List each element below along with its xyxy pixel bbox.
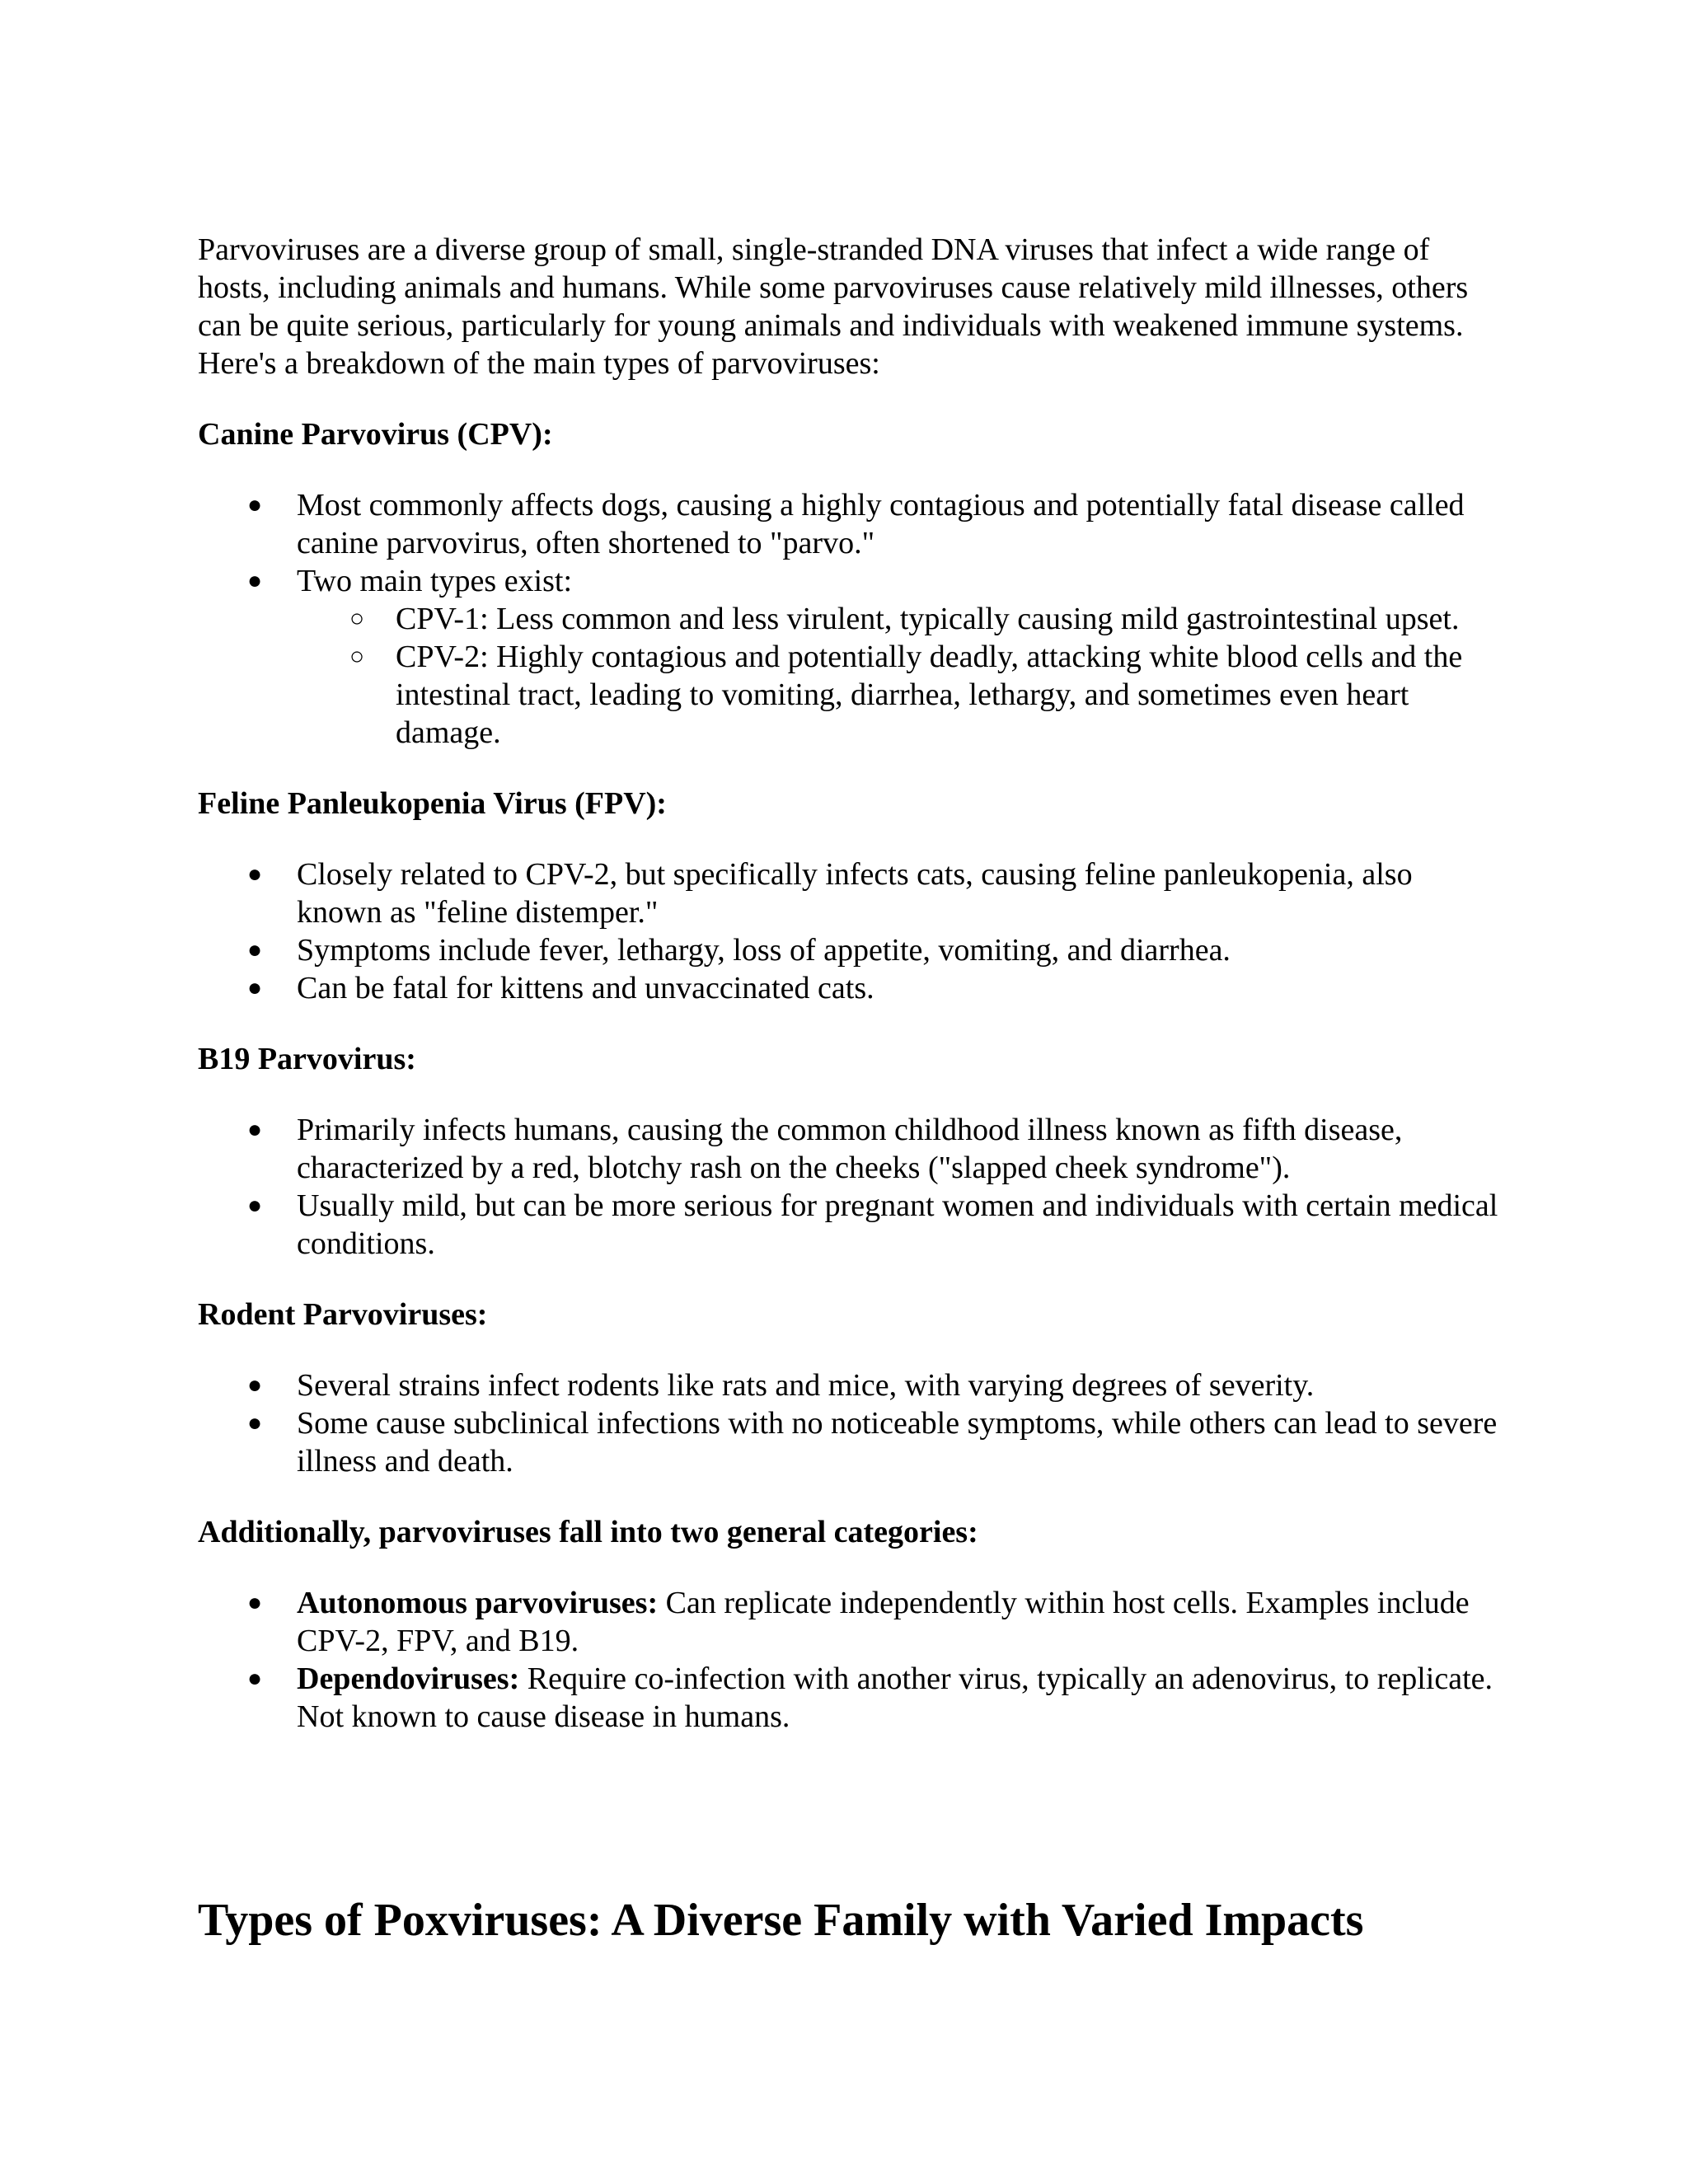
sub-list-item: ○ CPV-2: Highly contagious and potentially deadly, attacking white blood cells and the intestinal tract, leading to vomiting, diarrhea, lethargy, and sometimes even heart damage. [297, 638, 1500, 752]
bullet-list-b19 [198, 1111, 1500, 1263]
list-item: ● Most commonly affects dogs, causing a highly contagious and potentially fatal disease called canine parvovirus, often shortened to "parvo." [198, 486, 1500, 562]
list-item: ● Usually mild, but can be more serious for pregnant women and individuals with certain medical conditions. [198, 1187, 1500, 1263]
sub-list-item: ○ CPV-1: Less common and less virulent, typically causing mild gastrointestinal upset. [297, 600, 1500, 638]
list-item [198, 1660, 1500, 1736]
bullet-list-cpv [198, 486, 1500, 752]
list-item: ● Some cause subclinical infections with no noticeable symptoms, while others can lead to severe illness and death. [198, 1404, 1500, 1480]
section-heading-b19: B19 Parvovirus: [198, 1042, 416, 1076]
section-heading-cpv: Canine Parvovirus (CPV): [198, 417, 553, 452]
term-description: Can replicate independently within host cells. Examples include CPV-2, FPV, and B19. [297, 1586, 1470, 1658]
bullet-list-categories [198, 1584, 1500, 1736]
poxviruses-heading: Types of Poxviruses: A Diverse Family with Varied Impacts [198, 1895, 1364, 1946]
section-heading-rodent: Rodent Parvoviruses: [198, 1297, 488, 1332]
list-item: ● Can be fatal for kittens and unvaccinated cats. [198, 969, 1500, 1007]
section-heading-categories: Additionally, parvoviruses fall into two general categories: [198, 1515, 978, 1549]
term-label: Autonomous parvoviruses: [297, 1586, 659, 1620]
list-item [198, 562, 1500, 752]
intro-paragraph: Parvoviruses are a diverse group of small, single-stranded DNA viruses that infect a wide range of hosts, including animals and humans. While some parvoviruses cause relatively mild illnesses, others can be quite serious, particularly for young animals and individuals with weakened immune systems. Here's a breakdown of the main types of parvoviruses: [198, 232, 1469, 381]
bullet-list-rodent [198, 1366, 1500, 1480]
list-item [198, 1584, 1500, 1660]
document-body [198, 231, 1500, 1769]
term-label: Dependoviruses: [297, 1661, 520, 1696]
list-item: ● Several strains infect rodents like rats and mice, with varying degrees of severity. [198, 1366, 1500, 1404]
bullet-list-fpv [198, 855, 1500, 1007]
list-item: ● Symptoms include fever, lethargy, loss of appetite, vomiting, and diarrhea. [198, 931, 1500, 969]
list-item: ● Primarily infects humans, causing the common childhood illness known as fifth disease, characterized by a red, blotchy rash on the cheeks ("slapped cheek syndrome"). [198, 1111, 1500, 1187]
list-item: ● Closely related to CPV-2, but specifically infects cats, causing feline panleukopenia, also known as "feline distemper." [198, 855, 1500, 931]
term-description: Require co-infection with another virus, typically an adenovirus, to replicate. Not known to cause disease in humans. [297, 1661, 1493, 1734]
sub-list-cpv-types [297, 600, 1500, 752]
section-heading-fpv: Feline Panleukopenia Virus (FPV): [198, 786, 667, 821]
list-item-text: Two main types exist: [297, 564, 573, 598]
